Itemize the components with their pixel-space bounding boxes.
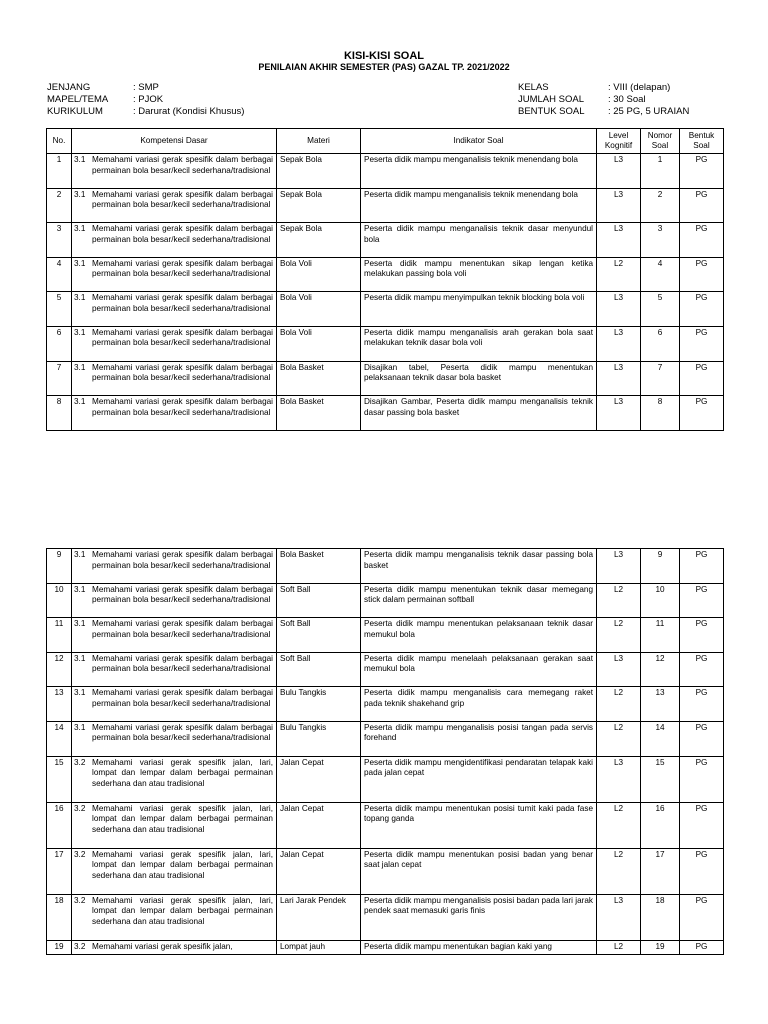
cell-level: L2 [597, 848, 641, 894]
cell-indikator: Peserta didik mampu menentukan teknik dasar memegang stick dalam permainan softball [361, 583, 597, 618]
cell-bentuk: PG [680, 154, 724, 189]
meta-label: MAPEL/TEMA [47, 94, 109, 105]
cell-bentuk: PG [680, 687, 724, 722]
cell-bentuk: PG [680, 618, 724, 653]
header-materi: Materi [277, 129, 361, 154]
cell-nomor: 18 [641, 894, 680, 940]
meta-mapel [47, 94, 244, 106]
cell-level: L3 [597, 756, 641, 802]
kd-text: Memahami variasi gerak spesifik jalan, lari, lompat dan lempar dalam berbagai permainan sederhana dan atau tradisional [92, 849, 273, 880]
cell-kompetensi-dasar [72, 326, 277, 361]
cell-materi: Jalan Cepat [277, 848, 361, 894]
cell-kompetensi-dasar [72, 802, 277, 848]
kd-number: 3.1 [74, 584, 86, 594]
cell-no: 12 [47, 652, 72, 687]
cell-level: L3 [597, 652, 641, 687]
cell-bentuk: PG [680, 326, 724, 361]
cell-level: L2 [597, 802, 641, 848]
kd-text: Memahami variasi gerak spesifik dalam berbagai permainan bola besar/kecil sederhana/tradisional [92, 362, 273, 383]
kd-number: 3.2 [74, 757, 86, 767]
cell-bentuk: PG [680, 721, 724, 756]
table-row [47, 756, 724, 802]
kd-number: 3.1 [74, 293, 86, 303]
kd-number: 3.1 [74, 327, 86, 337]
cell-nomor: 17 [641, 848, 680, 894]
kd-text: Memahami variasi gerak spesifik dalam berbagai permainan bola besar/kecil sederhana/tradisional [92, 397, 273, 417]
meta-label: JUMLAH SOAL [518, 94, 584, 105]
cell-kompetensi-dasar [72, 848, 277, 894]
cell-level: L2 [597, 618, 641, 653]
cell-bentuk: PG [680, 188, 724, 223]
cell-nomor: 7 [641, 361, 680, 396]
kd-number: 3.1 [74, 155, 86, 164]
cell-level: L3 [597, 894, 641, 940]
cell-materi: Bola Voli [277, 326, 361, 361]
table-row [47, 549, 724, 584]
cell-nomor: 12 [641, 652, 680, 687]
kd-text: Memahami variasi gerak spesifik dalam berbagai permainan bola besar/kecil sederhana/tradisional [92, 722, 273, 743]
cell-indikator: Peserta didik mampu menentukan posisi badan yang benar saat jalan cepat [361, 848, 597, 894]
meta-value: : 30 Soal [608, 94, 646, 105]
kd-number: 3.2 [74, 803, 86, 813]
cell-bentuk: PG [680, 756, 724, 802]
kd-text: Memahami variasi gerak spesifik dalam berbagai permainan bola besar/kecil sederhana/tradisional [92, 327, 273, 348]
cell-kompetensi-dasar [72, 396, 277, 431]
cell-kompetensi-dasar [72, 652, 277, 687]
table-row [47, 721, 724, 756]
table-row [47, 652, 724, 687]
cell-level: L2 [597, 257, 641, 292]
cell-kompetensi-dasar [72, 756, 277, 802]
cell-nomor: 4 [641, 257, 680, 292]
cell-bentuk: PG [680, 802, 724, 848]
cell-bentuk: PG [680, 583, 724, 618]
cell-materi: Lompat jauh [277, 940, 361, 954]
cell-level: L2 [597, 940, 641, 954]
cell-nomor: 2 [641, 188, 680, 223]
cell-no: 9 [47, 549, 72, 584]
table-row [47, 940, 724, 954]
cell-materi: Jalan Cepat [277, 756, 361, 802]
meta-jumlah-soal [518, 94, 689, 106]
cell-materi: Bola Basket [277, 549, 361, 584]
cell-nomor: 16 [641, 802, 680, 848]
cell-materi: Bulu Tangkis [277, 721, 361, 756]
cell-materi: Soft Ball [277, 583, 361, 618]
meta-jenjang [47, 82, 244, 94]
cell-nomor: 19 [641, 940, 680, 954]
cell-materi: Soft Ball [277, 618, 361, 653]
cell-nomor: 11 [641, 618, 680, 653]
cell-indikator: Peserta didik mampu menganalisis cara memegang raket pada teknik shakehand grip [361, 687, 597, 722]
cell-nomor: 15 [641, 756, 680, 802]
cell-level: L3 [597, 292, 641, 327]
meta-kelas [518, 82, 689, 94]
cell-nomor: 10 [641, 583, 680, 618]
kd-number: 3.1 [74, 688, 86, 698]
cell-no: 8 [47, 396, 72, 431]
kd-text: Memahami variasi gerak spesifik dalam berbagai permainan bola besar/kecil sederhana/tradisional [92, 224, 273, 244]
cell-kompetensi-dasar [72, 223, 277, 258]
header-indikator-soal: Indikator Soal [361, 129, 597, 154]
cell-kompetensi-dasar [72, 583, 277, 618]
cell-materi: Soft Ball [277, 652, 361, 687]
cell-kompetensi-dasar [72, 154, 277, 189]
kd-number: 3.1 [74, 550, 86, 559]
meta-value: : Darurat (Kondisi Khusus) [133, 106, 245, 117]
cell-bentuk: PG [680, 292, 724, 327]
kd-text: Memahami variasi gerak spesifik jalan, lari, lompat dan lempar dalam berbagai permainan sederhana dan atau tradisional [92, 895, 273, 926]
cell-no: 19 [47, 940, 72, 954]
cell-materi: Lari Jarak Pendek [277, 894, 361, 940]
cell-level: L3 [597, 361, 641, 396]
meta-value: : SMP [133, 82, 159, 93]
cell-materi: Jalan Cepat [277, 802, 361, 848]
cell-indikator: Peserta didik mampu menentukan bagian kaki yang [361, 940, 597, 954]
cell-no: 4 [47, 257, 72, 292]
cell-level: L2 [597, 583, 641, 618]
cell-bentuk: PG [680, 894, 724, 940]
header-kompetensi-dasar: Kompetensi Dasar [72, 129, 277, 154]
table-row [47, 361, 724, 396]
cell-no: 15 [47, 756, 72, 802]
document-title: KISI-KISI SOAL [343, 50, 425, 62]
cell-materi: Sepak Bola [277, 223, 361, 258]
table-row [47, 154, 724, 189]
cell-indikator: Peserta didik mampu menentukan sikap lengan ketika melakukan passing bola voli [361, 257, 597, 292]
cell-level: L3 [597, 188, 641, 223]
cell-level: L3 [597, 326, 641, 361]
kd-number: 3.2 [74, 895, 86, 905]
document-subtitle: PENILAIAN AKHIR SEMESTER (PAS) GAZAL TP. 2021/2022 [258, 62, 510, 72]
cell-nomor: 3 [641, 223, 680, 258]
table-row [47, 687, 724, 722]
table-row [47, 802, 724, 848]
cell-bentuk: PG [680, 361, 724, 396]
meta-value: : 25 PG, 5 URAIAN [608, 106, 690, 117]
meta-right [518, 82, 689, 118]
cell-materi: Bola Voli [277, 292, 361, 327]
cell-materi: Bola Voli [277, 257, 361, 292]
cell-bentuk: PG [680, 257, 724, 292]
cell-kompetensi-dasar [72, 292, 277, 327]
cell-indikator: Peserta didik mampu mengidentifikasi pendaratan telapak kaki pada jalan cepat [361, 756, 597, 802]
kd-number: 3.1 [74, 189, 86, 199]
table-row [47, 583, 724, 618]
header-nomor-soal: Nomor Soal [641, 129, 680, 154]
meta-value: : PJOK [133, 94, 164, 105]
kd-number: 3.1 [74, 258, 86, 268]
cell-kompetensi-dasar [72, 940, 277, 954]
kisi-kisi-table-page-2 [46, 548, 724, 955]
table-row [47, 257, 724, 292]
table-row [47, 618, 724, 653]
meta-bentuk-soal [518, 106, 689, 118]
table-row [47, 396, 724, 431]
cell-no: 14 [47, 721, 72, 756]
cell-kompetensi-dasar [72, 618, 277, 653]
kd-text: Memahami variasi gerak spesifik dalam berbagai permainan bola besar/kecil sederhana/tradisional [92, 258, 273, 279]
cell-bentuk: PG [680, 396, 724, 431]
cell-indikator: Peserta didik mampu menganalisis arah gerakan bola saat melakukan teknik dasar bola voli [361, 326, 597, 361]
table-row [47, 188, 724, 223]
cell-no: 1 [47, 154, 72, 189]
cell-no: 17 [47, 848, 72, 894]
cell-indikator: Peserta didik mampu menganalisis teknik menendang bola [361, 154, 597, 189]
cell-materi: Sepak Bola [277, 154, 361, 189]
cell-indikator: Peserta didik mampu menentukan pelaksanaan teknik dasar memukul bola [361, 618, 597, 653]
kd-number: 3.1 [74, 722, 86, 732]
kd-text: Memahami variasi gerak spesifik dalam berbagai permainan bola besar/kecil sederhana/tradisional [92, 653, 273, 674]
table-row [47, 292, 724, 327]
table-row [47, 848, 724, 894]
cell-level: L2 [597, 687, 641, 722]
cell-level: L3 [597, 396, 641, 431]
cell-indikator: Peserta didik mampu menyimpulkan teknik blocking bola voli [361, 292, 597, 327]
meta-value: : VIII (delapan) [608, 82, 671, 93]
kd-number: 3.1 [74, 619, 86, 629]
cell-kompetensi-dasar [72, 188, 277, 223]
cell-bentuk: PG [680, 940, 724, 954]
kd-number: 3.1 [74, 397, 86, 407]
cell-nomor: 6 [641, 326, 680, 361]
cell-indikator: Peserta didik mampu menganalisis posisi badan pada lari jarak pendek saat memasuki garis finis [361, 894, 597, 940]
cell-indikator: Peserta didik mampu menganalisis teknik dasar passing bola basket [361, 549, 597, 584]
kd-text: Memahami variasi gerak spesifik dalam berbagai permainan bola besar/kecil sederhana/tradisional [92, 189, 273, 210]
kd-text: Memahami variasi gerak spesifik jalan, lari, lompat dan lempar dalam berbagai permainan sederhana dan atau tradisional [92, 757, 273, 788]
cell-indikator: Peserta didik mampu menelaah pelaksanaan gerakan saat memukul bola [361, 652, 597, 687]
cell-no: 3 [47, 223, 72, 258]
header-no: No. [47, 129, 72, 154]
cell-indikator: Peserta didik mampu menentukan posisi tumit kaki pada fase topang ganda [361, 802, 597, 848]
table-row [47, 894, 724, 940]
cell-nomor: 5 [641, 292, 680, 327]
kd-number: 3.2 [74, 941, 86, 951]
cell-materi: Bola Basket [277, 361, 361, 396]
cell-kompetensi-dasar [72, 257, 277, 292]
kd-text: Memahami variasi gerak spesifik dalam berbagai permainan bola besar/kecil sederhana/tradisional [92, 550, 273, 570]
cell-indikator: Peserta didik mampu menganalisis teknik dasar menyundul bola [361, 223, 597, 258]
header-bentuk-soal: Bentuk Soal [680, 129, 724, 154]
cell-materi: Bulu Tangkis [277, 687, 361, 722]
kd-number: 3.2 [74, 849, 86, 859]
table-header-row [47, 129, 724, 154]
meta-left [47, 82, 244, 118]
table-row [47, 223, 724, 258]
meta-label: KURIKULUM [47, 106, 103, 117]
cell-no: 11 [47, 618, 72, 653]
cell-level: L3 [597, 154, 641, 189]
cell-nomor: 13 [641, 687, 680, 722]
cell-indikator: Peserta didik mampu menganalisis posisi tangan pada servis forehand [361, 721, 597, 756]
cell-indikator: Disajikan Gambar, Peserta didik mampu menganalisis teknik dasar passing bola basket [361, 396, 597, 431]
kd-text: Memahami variasi gerak spesifik dalam berbagai permainan bola besar/kecil sederhana/tradisional [92, 293, 273, 313]
kd-number: 3.1 [74, 653, 86, 663]
kd-text: Memahami variasi gerak spesifik dalam berbagai permainan bola besar/kecil sederhana/tradisional [92, 584, 273, 605]
meta-kurikulum [47, 106, 244, 118]
cell-indikator: Peserta didik mampu menganalisis teknik menendang bola [361, 188, 597, 223]
cell-nomor: 14 [641, 721, 680, 756]
cell-nomor: 9 [641, 549, 680, 584]
cell-no: 5 [47, 292, 72, 327]
cell-no: 13 [47, 687, 72, 722]
kd-text: Memahami variasi gerak spesifik jalan, [92, 941, 233, 951]
meta-label: KELAS [518, 82, 549, 93]
kd-text: Memahami variasi gerak spesifik jalan, lari, lompat dan lempar dalam berbagai permainan sederhana dan atau tradisional [92, 803, 273, 834]
cell-no: 6 [47, 326, 72, 361]
header-level-kognitif: Level Kognitif [597, 129, 641, 154]
cell-bentuk: PG [680, 652, 724, 687]
table-row [47, 326, 724, 361]
kd-text: Memahami variasi gerak spesifik dalam berbagai permainan bola besar/kecil sederhana/tradisional [92, 619, 273, 639]
cell-bentuk: PG [680, 549, 724, 584]
kd-number: 3.1 [74, 224, 86, 234]
cell-level: L3 [597, 223, 641, 258]
cell-nomor: 1 [641, 154, 680, 189]
cell-no: 2 [47, 188, 72, 223]
cell-materi: Sepak Bola [277, 188, 361, 223]
kisi-kisi-table-page-1 [46, 128, 724, 431]
kd-text: Memahami variasi gerak spesifik dalam berbagai permainan bola besar/kecil sederhana/tradisional [92, 688, 273, 708]
cell-bentuk: PG [680, 223, 724, 258]
cell-kompetensi-dasar [72, 894, 277, 940]
cell-nomor: 8 [641, 396, 680, 431]
cell-kompetensi-dasar [72, 361, 277, 396]
kd-text: Memahami variasi gerak spesifik dalam berbagai permainan bola besar/kecil sederhana/tradisional [92, 155, 273, 175]
cell-bentuk: PG [680, 848, 724, 894]
cell-indikator: Disajikan tabel, Peserta didik mampu menentukan pelaksanaan teknik dasar bola basket [361, 361, 597, 396]
meta-label: JENJANG [47, 82, 91, 93]
meta-label: BENTUK SOAL [518, 106, 585, 117]
cell-materi: Bola Basket [277, 396, 361, 431]
cell-kompetensi-dasar [72, 687, 277, 722]
cell-no: 18 [47, 894, 72, 940]
cell-kompetensi-dasar [72, 549, 277, 584]
cell-kompetensi-dasar [72, 721, 277, 756]
kd-number: 3.1 [74, 362, 86, 372]
cell-level: L3 [597, 549, 641, 584]
cell-level: L2 [597, 721, 641, 756]
cell-no: 16 [47, 802, 72, 848]
cell-no: 7 [47, 361, 72, 396]
cell-no: 10 [47, 583, 72, 618]
